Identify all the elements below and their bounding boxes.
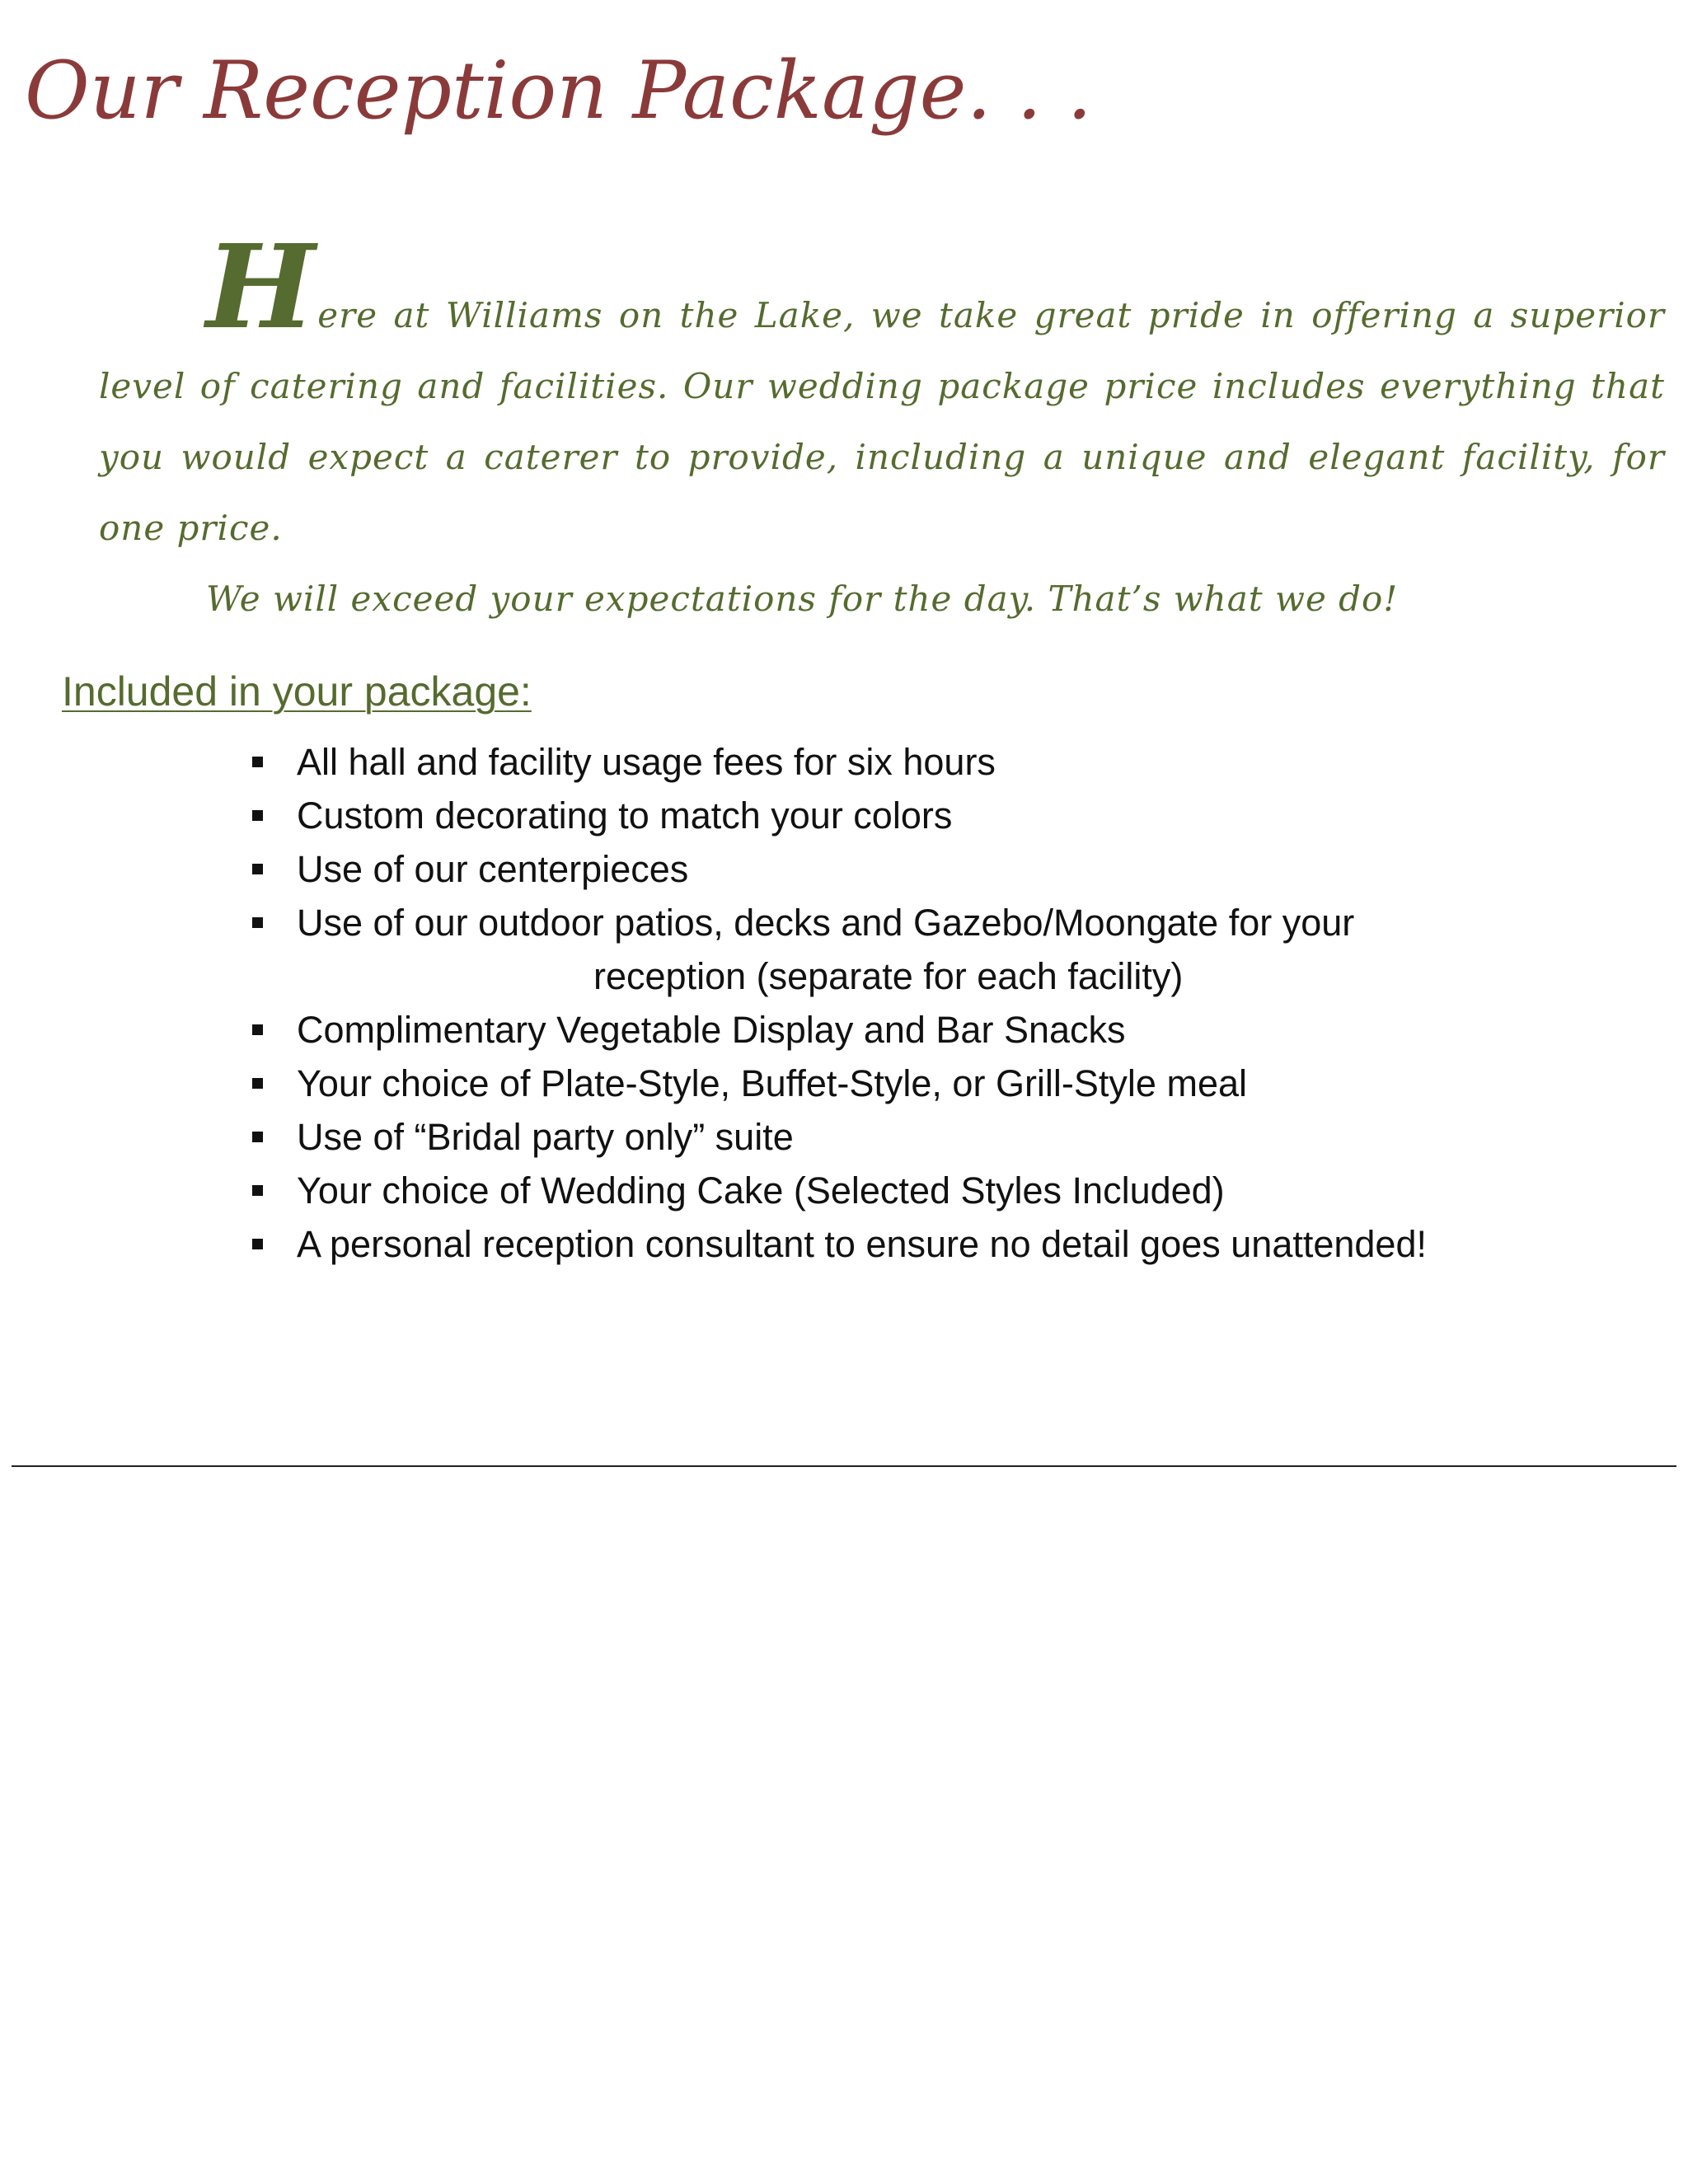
intro-paragraph-text: ere at Williams on the Lake, we take great pride in offering a superior level of catering and facilities. Our wedding package price includes everything that you would expect a caterer to provide, including a unique and elegant facility, for one price. <box>99 295 1665 548</box>
intro-paragraph <box>99 220 1665 564</box>
horizontal-divider <box>12 1465 1676 1467</box>
list-item-text: Complimentary Vegetable Display and Bar Snacks <box>297 1009 1126 1051</box>
list-item <box>246 1057 1606 1110</box>
square-bullet-icon <box>252 1132 263 1142</box>
list-item-text: Use of “Bridal party only” suite <box>297 1116 794 1158</box>
list-item-text: Use of our centerpieces <box>297 848 689 890</box>
square-bullet-icon <box>252 810 263 821</box>
list-item <box>246 735 1606 789</box>
page-title: Our Reception Package. . . <box>25 45 1093 137</box>
list-item-continuation: reception (separate for each facility) <box>593 955 1184 997</box>
list-item-text: Custom decorating to match your colors <box>297 794 953 837</box>
list-item-text: Use of our outdoor patios, decks and Gazebo/Moongate for your <box>297 902 1355 944</box>
list-item <box>246 1217 1606 1271</box>
intro-closing-line: We will exceed your expectations for the day. That’s what we do! <box>206 579 1399 619</box>
list-item-text: Your choice of Wedding Cake (Selected Styles Included) <box>297 1169 1225 1212</box>
list-item <box>246 789 1606 842</box>
list-item <box>246 1110 1606 1164</box>
included-list <box>246 735 1606 1271</box>
list-item <box>246 842 1606 896</box>
list-item-text: All hall and facility usage fees for six hours <box>297 741 996 783</box>
square-bullet-icon <box>252 1239 263 1249</box>
list-item <box>246 1164 1606 1217</box>
included-heading: Included in your package: <box>62 668 532 715</box>
square-bullet-icon <box>252 1185 263 1196</box>
intro-section <box>99 220 1665 635</box>
list-item <box>246 896 1606 1003</box>
square-bullet-icon <box>252 1024 263 1035</box>
list-item <box>246 1003 1606 1057</box>
square-bullet-icon <box>252 757 263 767</box>
square-bullet-icon <box>252 864 263 874</box>
list-item-text: Your choice of Plate-Style, Buffet-Style, or Grill-Style meal <box>297 1062 1247 1104</box>
drop-cap: H <box>206 220 316 355</box>
list-item-text: A personal reception consultant to ensure no detail goes unattended! <box>297 1223 1427 1265</box>
square-bullet-icon <box>252 917 263 928</box>
square-bullet-icon <box>252 1078 263 1089</box>
